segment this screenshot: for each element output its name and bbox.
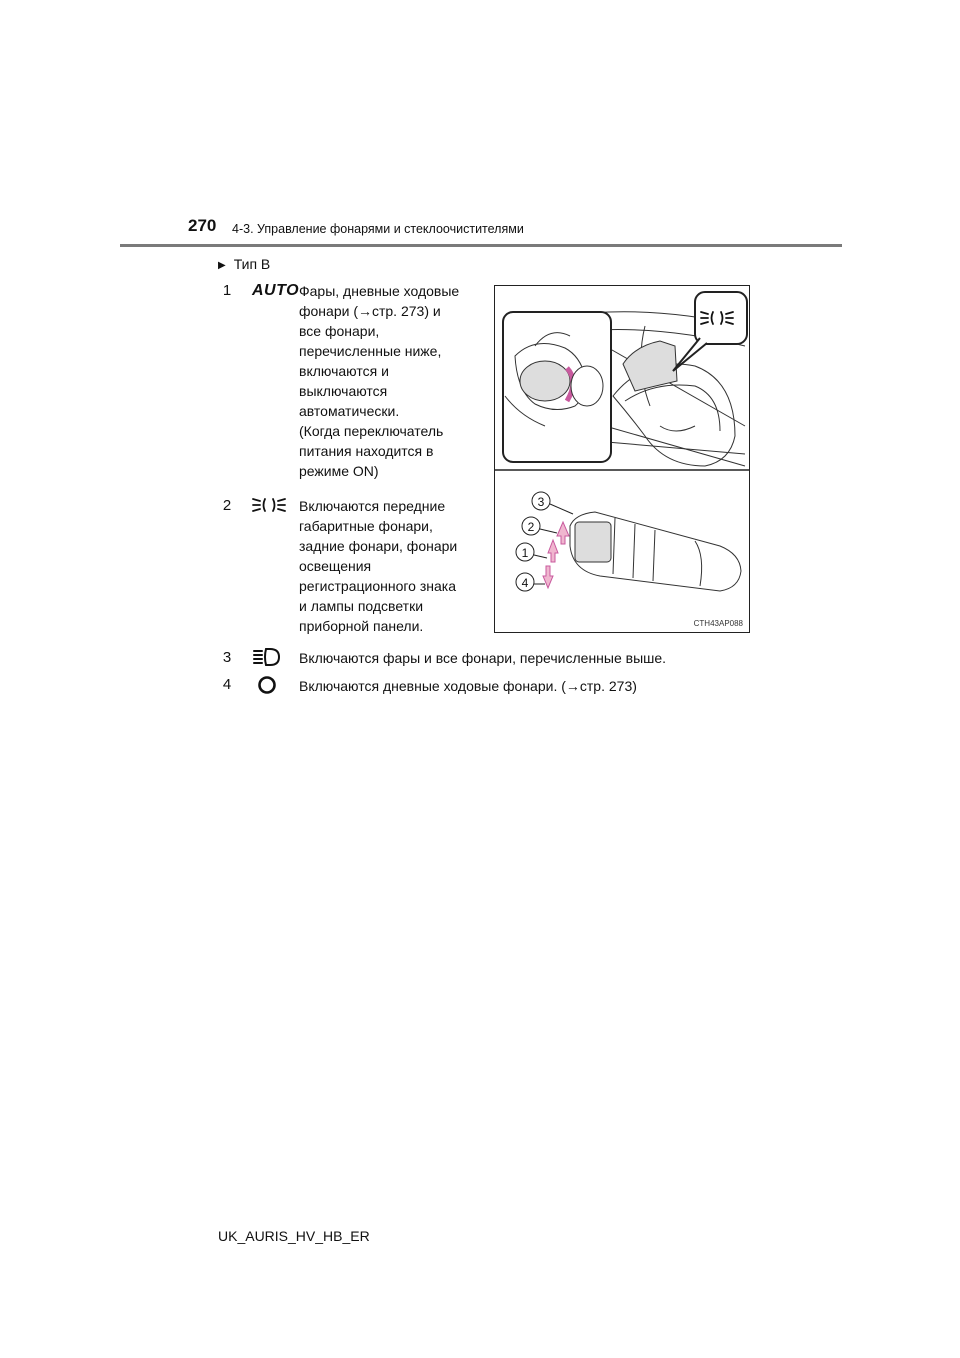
item-1-line: Фары, дневные ходовые (299, 283, 460, 299)
item-2-line: Включаются передние (299, 498, 446, 514)
figure-label-1: 1 (521, 546, 529, 560)
item-1-line: (Когда переключатель (299, 423, 444, 439)
item-1-line: режиме ON) (299, 463, 379, 479)
item-2-line: приборной панели. (299, 618, 424, 634)
item-2-description (299, 496, 477, 636)
footer-code: UK_AURIS_HV_HB_ER (218, 1228, 370, 1244)
side-lights-icon (252, 494, 286, 521)
illustration (495, 286, 749, 632)
item-number-4: 4 (222, 676, 232, 693)
headlight-icon (252, 646, 282, 673)
item-1-line: питания находится в (299, 443, 434, 459)
item-1-line: фонари (→стр. 273) и (299, 303, 441, 319)
item-number-1: 1 (222, 282, 232, 299)
section-title: 4-3. Управление фонарями и стеклоочистителями (232, 222, 524, 236)
illustration-frame (494, 285, 750, 633)
auto-mode-icon: AUTO (252, 282, 300, 299)
item-2-line: габаритные фонари, (299, 518, 433, 534)
item-3-description: Включаются фары и все фонари, перечисленные выше. (299, 650, 667, 666)
header-rule (120, 244, 842, 247)
direction-arrows (543, 522, 569, 588)
drl-icon (252, 674, 282, 701)
item-1-line: все фонари, (299, 323, 380, 339)
item-number-3: 3 (222, 649, 232, 666)
item-1-line: выключаются (299, 383, 388, 399)
subsection-label: Тип B (233, 256, 271, 272)
item-number-2: 2 (222, 497, 232, 514)
figure-code: CTH43AP088 (693, 619, 743, 628)
item-1-line: перечисленные ниже, (299, 343, 442, 359)
item-2-line: регистрационного знака (299, 578, 456, 594)
page-number: 270 (188, 216, 217, 235)
figure-label-4: 4 (521, 576, 529, 590)
figure-label-2: 2 (527, 520, 535, 534)
item-2-line: задние фонари, фонари (299, 538, 458, 554)
item-1-description (299, 281, 477, 481)
item-2-line: освещения (299, 558, 372, 574)
subsection-title (218, 256, 270, 272)
item-1-line: включаются и (299, 363, 389, 379)
item-1-line: автоматически. (299, 403, 400, 419)
figure-label-3: 3 (537, 495, 545, 509)
item-4-description: Включаются дневные ходовые фонари. (→стр. 273) (299, 678, 637, 694)
item-2-line: и лампы подсветки (299, 598, 424, 614)
triangle-bullet-icon: ▶ (218, 260, 226, 271)
